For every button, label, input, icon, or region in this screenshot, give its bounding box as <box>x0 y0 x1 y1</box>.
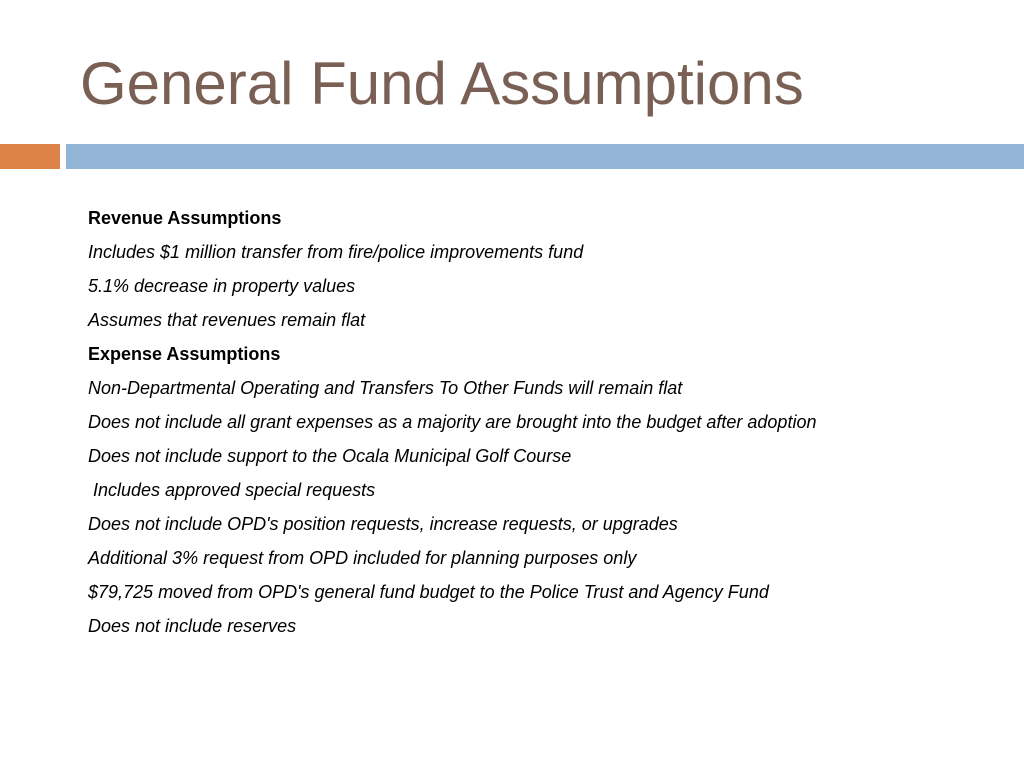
revenue-item-property-values: 5.1% decrease in property values <box>88 276 356 296</box>
expense-item-additional-request: Additional 3% request from OPD included for planning purposes only <box>88 548 637 568</box>
slide-title: General Fund Assumptions <box>80 50 804 117</box>
expense-item-reserves: Does not include reserves <box>88 616 297 636</box>
expense-item-special-requests: Includes approved special requests <box>88 480 376 500</box>
slide-content <box>88 201 988 643</box>
accent-bar-blue <box>66 144 1024 169</box>
expense-item-golf-course: Does not include support to the Ocala Municipal Golf Course <box>88 446 572 466</box>
expense-item-opd-requests: Does not include OPD's position requests, increase requests, or upgrades <box>88 514 678 534</box>
accent-bar-orange <box>0 144 60 169</box>
revenue-heading: Revenue Assumptions <box>88 208 282 228</box>
expense-heading: Expense Assumptions <box>88 344 281 364</box>
revenue-item-flat: Assumes that revenues remain flat <box>88 310 366 330</box>
expense-item-trust-fund: $79,725 moved from OPD's general fund budget to the Police Trust and Agency Fund <box>88 582 769 602</box>
expense-item-grant-expenses: Does not include all grant expenses as a majority are brought into the budget after adoption <box>88 412 817 432</box>
expense-item-non-departmental: Non-Departmental Operating and Transfers To Other Funds will remain flat <box>88 378 683 398</box>
revenue-item-transfer: Includes $1 million transfer from fire/police improvements fund <box>88 242 584 262</box>
